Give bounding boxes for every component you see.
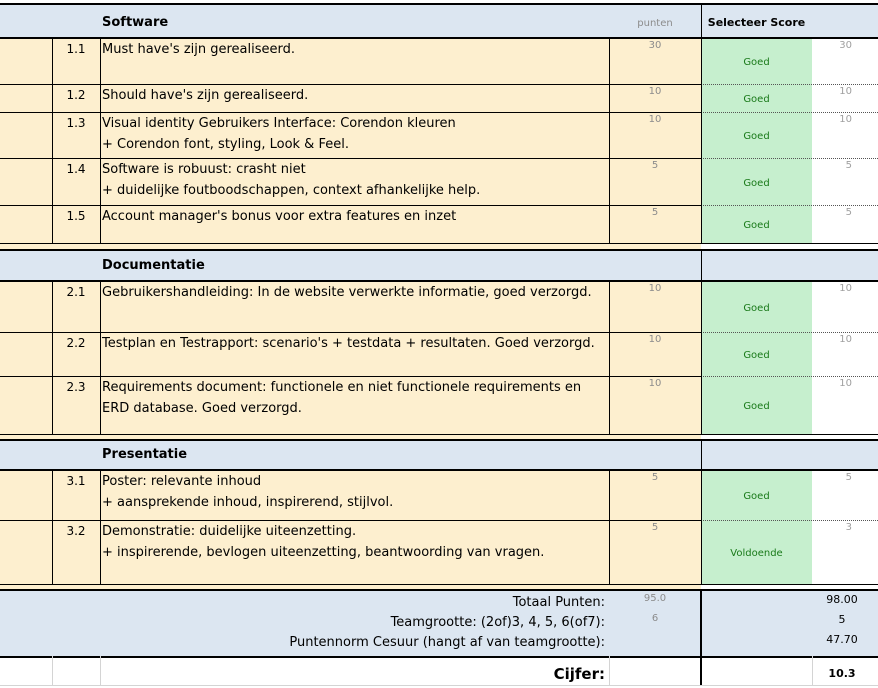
grid-line: [701, 158, 878, 159]
grid-line: [0, 439, 878, 441]
grid-line: [0, 434, 878, 435]
criterion-description: Testplan en Testrapport: scenario's + testdata + resultaten. Goed verzorgd.: [102, 336, 595, 351]
grid-line: [0, 656, 878, 658]
section-title: Software: [102, 15, 169, 30]
grid-line: [0, 469, 878, 471]
criterion-description: Account manager's bonus voor extra features en inzet: [102, 209, 457, 224]
awarded-score: 30: [839, 40, 852, 51]
totals-value: 5: [838, 613, 846, 626]
grid-line: [0, 243, 878, 244]
grid-line: [701, 112, 878, 113]
section-title: Documentatie: [102, 258, 205, 273]
score-select-value[interactable]: Goed: [743, 220, 770, 231]
criterion-number: 1.1: [66, 42, 86, 56]
score-select-value[interactable]: Goed: [743, 350, 770, 361]
score-select-value[interactable]: Voldoende: [730, 548, 783, 559]
max-points: 5: [651, 522, 659, 533]
max-points: 5: [651, 207, 659, 218]
grid-line: [100, 38, 101, 243]
criterion-number: 1.2: [66, 88, 86, 102]
max-points: 10: [648, 114, 662, 125]
totals-label: Teamgrootte: (2of)3, 4, 5, 6(of7):: [390, 615, 605, 630]
score-select-value[interactable]: Goed: [743, 491, 770, 502]
awarded-score: 5: [845, 207, 852, 218]
grid-line: [701, 4, 702, 38]
criterion-number: 2.2: [66, 336, 86, 350]
grid-line: [0, 589, 878, 591]
grid-line: [0, 376, 701, 377]
max-points: 10: [648, 283, 662, 294]
grid-line: [0, 205, 701, 206]
criterion-description-line2: + duidelijke foutboodschappen, context afhankelijke help.: [102, 183, 481, 198]
grid-line: [609, 281, 610, 434]
awarded-score: 10: [839, 86, 852, 97]
grid-line: [0, 158, 701, 159]
totals-label: Puntennorm Cesuur (hangt af van teamgrootte):: [289, 635, 605, 650]
awarded-score: 3: [845, 522, 852, 533]
grid-line: [0, 584, 878, 585]
grid-line: [100, 281, 101, 434]
grid-line: [701, 38, 702, 243]
grid-line: [52, 38, 53, 243]
grid-line: [52, 656, 53, 686]
grid-line: [609, 38, 610, 243]
grid-line: [701, 470, 702, 584]
criterion-number: 2.3: [66, 380, 86, 394]
grid-line: [701, 332, 878, 333]
grid-line: [812, 656, 813, 686]
criterion-description-line2: + inspirerende, bevlogen uiteenzetting, beantwoording van vragen.: [102, 545, 545, 560]
totals-value: 47.70: [826, 633, 858, 646]
cijfer-value: 10.3: [828, 667, 856, 680]
criterion-description: Software is robuust: crasht niet: [102, 162, 306, 177]
max-points: 10: [648, 334, 662, 345]
grid-line: [100, 656, 101, 686]
grid-line: [52, 281, 53, 434]
max-points: 5: [651, 472, 659, 483]
criterion-number: 1.5: [66, 209, 86, 223]
max-points: 30: [648, 40, 662, 51]
awarded-score: 5: [845, 472, 852, 483]
grid-line: [0, 3, 878, 5]
score-select-value[interactable]: Goed: [743, 303, 770, 314]
max-points: 5: [651, 160, 659, 171]
grid-line: [701, 520, 878, 521]
criterion-number: 1.4: [66, 162, 86, 176]
score-select-value[interactable]: Goed: [743, 57, 770, 68]
grid-line: [701, 84, 878, 85]
grid-line: [701, 376, 878, 377]
criterion-number: 3.1: [66, 474, 86, 488]
awarded-score: 10: [839, 114, 852, 125]
criterion-description: Must have's zijn gerealiseerd.: [102, 42, 296, 57]
grid-line: [0, 249, 878, 251]
max-points: 10: [648, 378, 662, 389]
column-header-punten: punten: [637, 18, 673, 29]
criterion-description-line2: ERD database. Goed verzorgd.: [102, 401, 302, 416]
criterion-description: Poster: relevante inhoud: [102, 474, 262, 489]
totals-hint: 95.0: [643, 593, 667, 604]
grid-line: [700, 590, 701, 686]
max-points: 10: [648, 86, 662, 97]
grid-line: [0, 37, 878, 39]
criterion-number: 3.2: [66, 524, 86, 538]
criterion-description: Requirements document: functionele en niet functionele requirements en: [102, 380, 582, 395]
grid-line: [100, 470, 101, 584]
grid-line: [609, 470, 610, 584]
awarded-score: 10: [839, 334, 852, 345]
criterion-description: Demonstratie: duidelijke uiteenzetting.: [102, 524, 357, 539]
criterion-number: 1.3: [66, 116, 86, 130]
totals-value: 98.00: [826, 593, 858, 606]
grid-line: [0, 112, 701, 113]
criterion-number: 2.1: [66, 285, 86, 299]
score-select-value[interactable]: Goed: [743, 401, 770, 412]
grid-line: [609, 656, 610, 686]
score-select-value[interactable]: Goed: [743, 131, 770, 142]
criterion-description: Should have's zijn gerealiseerd.: [102, 88, 309, 103]
grid-line: [0, 84, 701, 85]
score-select-value[interactable]: Goed: [743, 94, 770, 105]
grid-line: [0, 280, 878, 282]
criterion-description: Gebruikershandleiding: In de website verwerkte informatie, goed verzorgd.: [102, 285, 592, 300]
grid-line: [701, 205, 878, 206]
grid-line: [701, 250, 702, 281]
column-header-score: Selecteer Score: [707, 16, 806, 29]
criterion-description: Visual identity Gebruikers Interface: Corendon kleuren: [102, 116, 456, 131]
cijfer-label: Cijfer:: [553, 665, 605, 683]
criterion-description-line2: + aansprekende inhoud, inspirerend, stijlvol.: [102, 495, 394, 510]
grid-line: [52, 470, 53, 584]
grid-line: [701, 281, 702, 434]
grid-line: [701, 440, 702, 470]
totals-label: Totaal Punten:: [512, 595, 605, 610]
awarded-score: 5: [845, 160, 852, 171]
grid-line: [0, 332, 701, 333]
awarded-score: 10: [839, 378, 852, 389]
grid-line: [0, 520, 701, 521]
section-title: Presentatie: [102, 447, 188, 462]
grid-line: [701, 590, 702, 686]
score-select-value[interactable]: Goed: [743, 178, 770, 189]
totals-hint: 6: [651, 613, 659, 624]
criterion-description-line2: + Corendon font, styling, Look & Feel.: [102, 137, 349, 152]
awarded-score: 10: [839, 283, 852, 294]
